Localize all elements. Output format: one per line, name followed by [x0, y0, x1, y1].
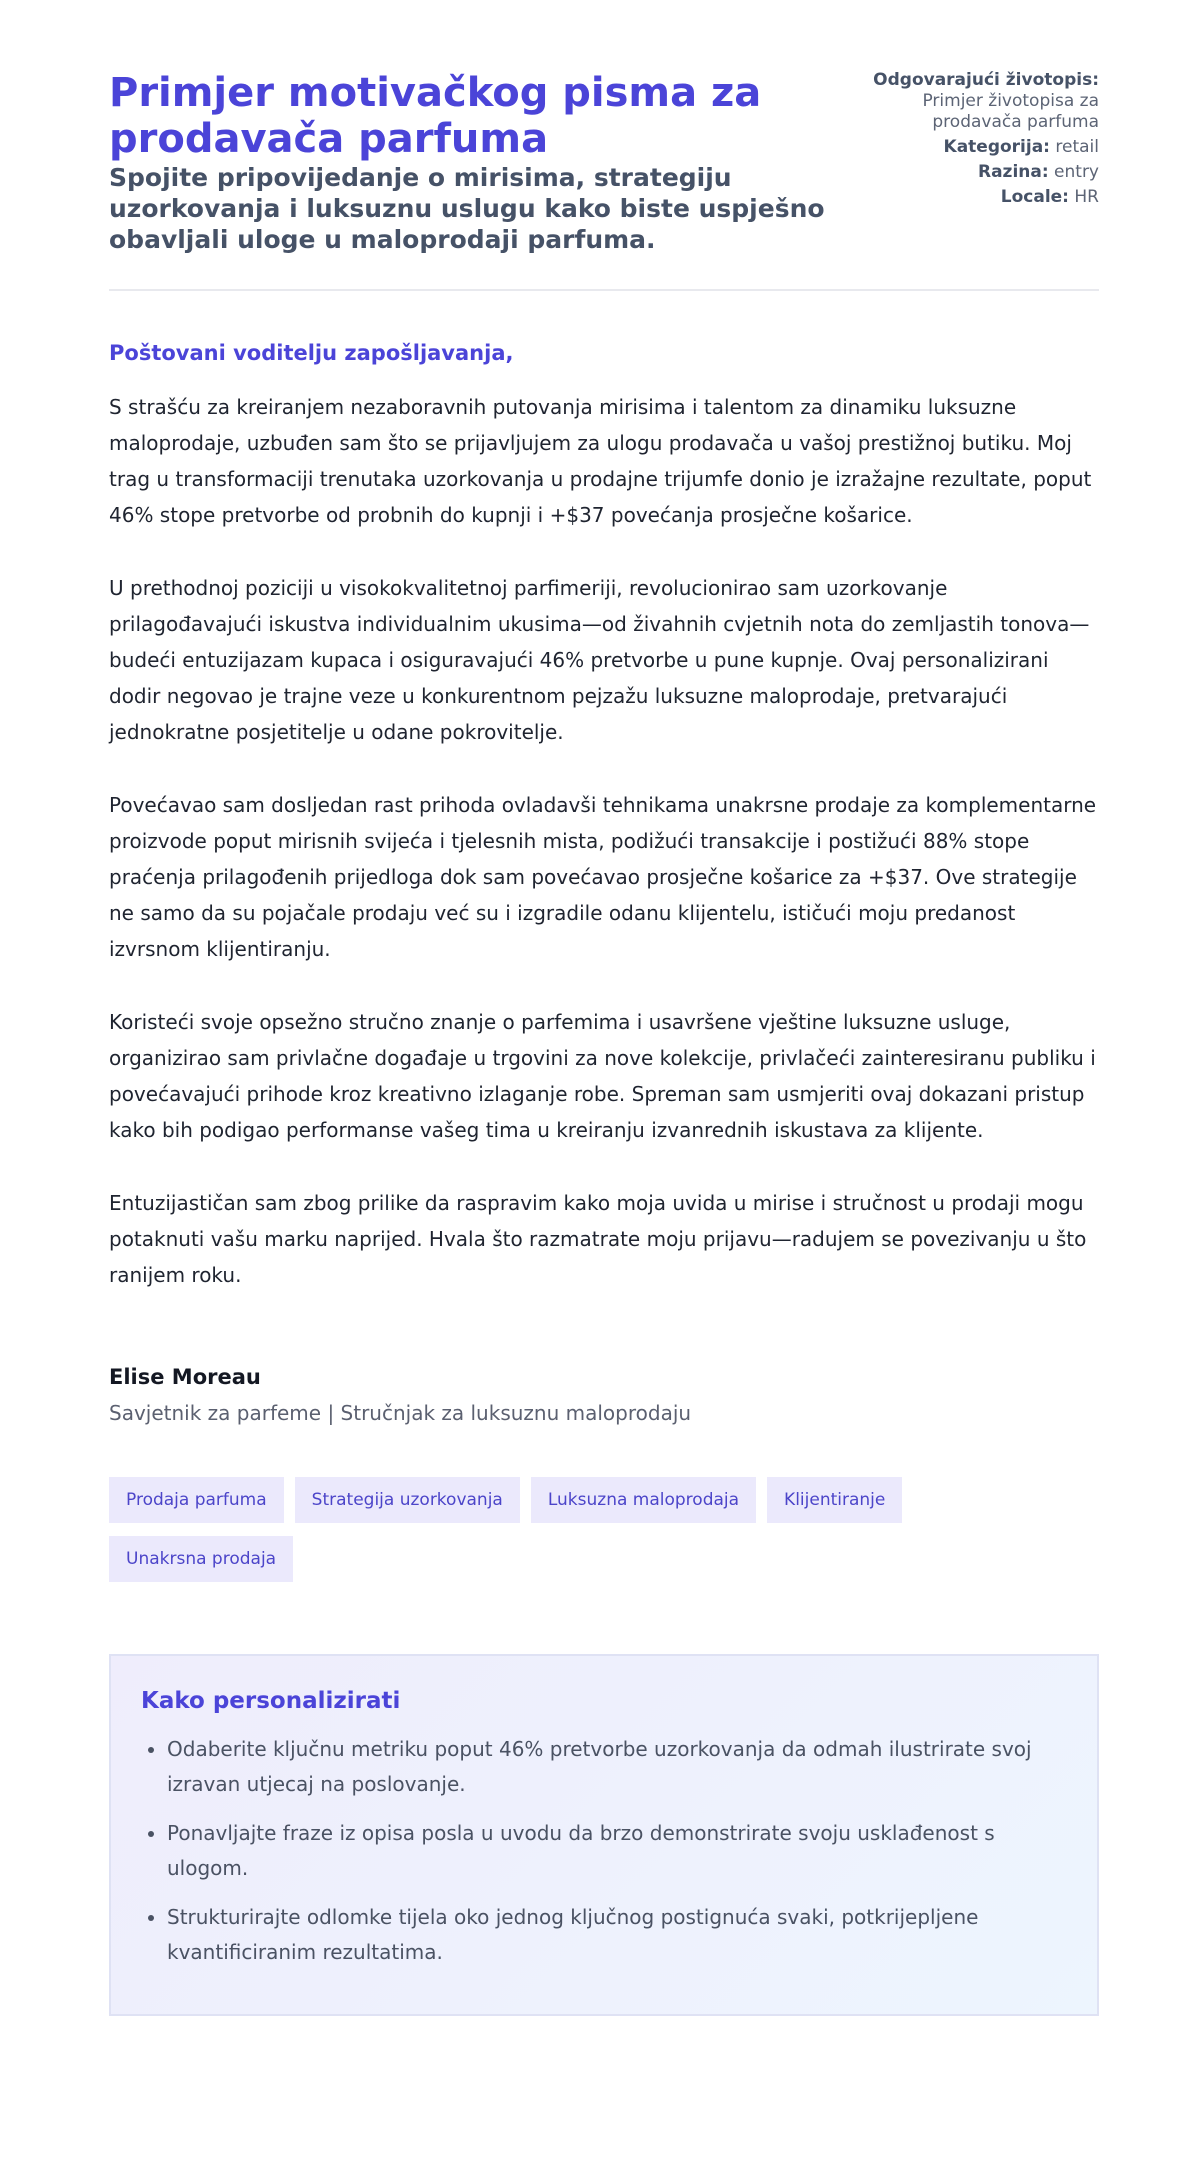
meta-value: entry — [1054, 162, 1099, 182]
tip-item: • Odaberite ključnu metriku poput 46% pretvorbe uzorkovanja da odmah ilustrirate svoj izravan utjecaj na poslovanje. — [167, 1732, 1067, 1802]
letter-paragraph: Entuzijastičan sam zbog prilike da raspravim kako moja uvida u mirise i stručnost u prodaji mogu potaknuti vašu marku naprijed. Hvala što razmatrate moju prijavu—radujem se povezivanju u što ranijem roku. — [109, 1191, 1087, 1287]
tag: Prodaja parfuma — [109, 1477, 284, 1523]
page-subtitle: Spojite pripovijedanje o mirisima, strategiju uzorkovanja i luksuznu uslugu kako biste uspješno obavljali uloge u maloprodaji parfuma. — [109, 163, 825, 254]
tag: Strategija uzorkovanja — [295, 1477, 520, 1523]
meta-locale — [869, 187, 1099, 208]
tag: Luksuzna maloprodaja — [531, 1477, 756, 1523]
letter-paragraph: S strašću za kreiranjem nezaboravnih putovanja mirisima i talentom za dinamiku luksuzne maloprodaje, uzbuđen sam što se prijavljujem za ulogu prodavača u vašoj prestižnoj butiku. Moj trag u transformaciji trenutaka uzorkovanja u prodajne trijumfe donio je izražajne rezultate, poput 46% stope pretvorbe od probnih do kupnji i +$37 povećanja prosječne košarice. — [109, 395, 1092, 527]
letter-paragraph: Povećavao sam dosljedan rast prihoda ovladavši tehnikama unakrsne prodaje za komplementarne proizvode poput mirisnih svijeća i tjelesnih mista, podižući transakcije i postižući 88% stope praćenja prilagođenih prijedloga dok sam povećavao prosječne košarice za +$37. Ove strategije ne samo da su pojačale prodaju već su i izgradile odanu klijentelu, ističući moju predanost izvrsnom klijentiranju. — [109, 793, 1097, 961]
meta-value: Primjer životopisa za prodavača parfuma — [922, 91, 1099, 132]
greeting: Poštovani voditelju zapošljavanja, — [109, 341, 514, 365]
tips-list — [141, 1732, 1067, 1970]
letter-paragraph: U prethodnoj poziciji u visokokvalitetnoj parfimeriji, revolucionirao sam uzorkovanje prilagođavajući iskustva individualnim ukusima—od živahnih cvjetnih nota do zemljastih tonova—budeći entuzijazam kupaca i osiguravajući 46% pretvorbe u pune kupnje. Ovaj personalizirani dodir negovao je trajne veze u konkurentnom pejzažu luksuzne maloprodaje, pretvarajući jednokratne posjetitelje u odane pokrovitelje. — [109, 576, 1090, 744]
page-title: Primjer motivačkog pisma za prodavača parfuma — [109, 70, 762, 162]
tag: Unakrsna prodaja — [109, 1536, 293, 1582]
tips-heading: Kako personalizirati — [141, 1688, 401, 1714]
signature-title: Savjetnik za parfeme | Stručnjak za luksuznu maloprodaju — [109, 1401, 692, 1425]
letter-body — [109, 341, 1099, 1425]
tag: Klijentiranje — [767, 1477, 902, 1523]
meta-info — [869, 70, 1099, 212]
skill-tags — [109, 1477, 959, 1582]
signature-name: Elise Moreau — [109, 1365, 261, 1389]
meta-label: Kategorija: — [943, 137, 1050, 157]
meta-value: retail — [1055, 137, 1099, 157]
meta-resume — [869, 70, 1099, 133]
meta-label: Razina: — [977, 162, 1049, 182]
personalize-tips-box — [109, 1654, 1099, 2016]
meta-category — [869, 137, 1099, 158]
page-header — [109, 70, 1099, 291]
letter-paragraph: Koristeći svoje opsežno stručno znanje o parfemima i usavršene vještine luksuzne usluge, organizirao sam privlačne događaje u trgovini za nove kolekcije, privlačeći zainteresiranu publiku i povećavajući prihode kroz kreativno izlaganje robe. Spreman sam usmjeriti ovaj dokazani pristup kako bih podigao performanse vašeg tima u kreiranju izvanrednih iskustava za klijente. — [109, 1010, 1096, 1142]
tip-item: • Strukturirajte odlomke tijela oko jednog ključnog postignuća svaki, potkrijepljene kvantificiranim rezultatima. — [167, 1900, 1067, 1970]
meta-level — [869, 162, 1099, 183]
meta-label: Odgovarajući životopis: — [873, 70, 1099, 90]
meta-label: Locale: — [1000, 187, 1069, 207]
meta-value: HR — [1074, 187, 1099, 207]
tip-item: • Ponavljajte fraze iz opisa posla u uvodu da brzo demonstrirate svoju usklađenost s ulogom. — [167, 1816, 1067, 1886]
title-block — [109, 70, 849, 255]
